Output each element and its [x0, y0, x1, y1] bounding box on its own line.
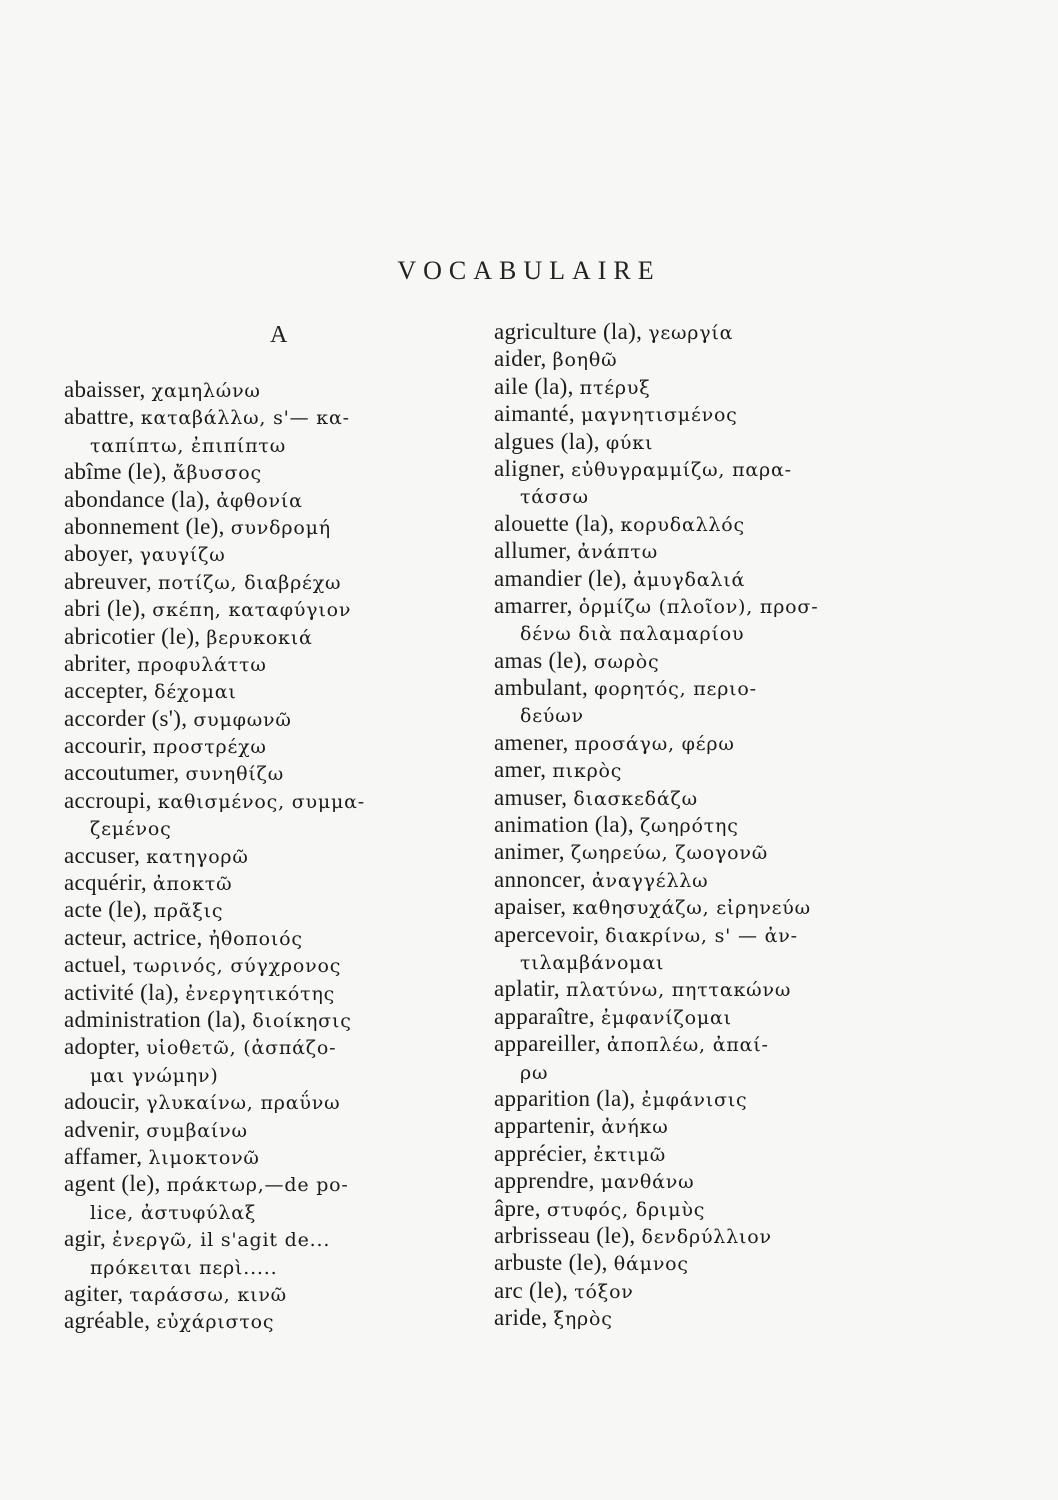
vocabulary-entry: [64, 1225, 474, 1252]
greek-translation: πράκτωρ,—de po-: [166, 1174, 349, 1197]
french-term: amuser,: [494, 784, 574, 810]
vocabulary-entry: [494, 1277, 914, 1304]
vocabulary-entry: [494, 318, 914, 345]
greek-translation: συνηθίζω: [185, 763, 284, 786]
french-term: agir,: [64, 1226, 113, 1252]
french-term: administration (la),: [64, 1006, 253, 1032]
right-column: [494, 318, 914, 1331]
greek-translation: συμβαίνω: [146, 1119, 248, 1142]
vocabulary-entry: [64, 1088, 474, 1115]
french-term: activité (la),: [64, 979, 186, 1005]
greek-translation: δενδρύλλιον: [641, 1225, 772, 1248]
greek-translation: ζωηρότης: [639, 815, 739, 838]
greek-translation: διοίκησις: [252, 1009, 352, 1032]
vocabulary-entry: [64, 705, 474, 732]
vocabulary-entry: [494, 1222, 914, 1249]
vocabulary-entry: [494, 565, 914, 592]
french-term: accoutumer,: [64, 760, 186, 786]
greek-translation: διασκεδάζω: [573, 787, 698, 810]
greek-translation: εὐθυγραμμίζω, παρα-: [571, 458, 792, 481]
vocabulary-entry: [494, 455, 914, 482]
greek-translation: ταπίπτω, ἐπιπίπτω: [90, 434, 287, 457]
french-term: aimanté,: [494, 401, 581, 427]
french-term: acte (le),: [64, 897, 154, 923]
greek-translation: δεύων: [520, 705, 584, 728]
vocabulary-entry: [494, 510, 914, 537]
vocabulary-entry: [494, 537, 914, 564]
french-term: abreuver,: [64, 568, 159, 594]
french-term: aplatir,: [494, 976, 567, 1002]
greek-translation: διακρίνω, s' — ἀν-: [605, 924, 798, 947]
left-entries: [64, 376, 474, 1335]
greek-translation: θάμνος: [613, 1253, 689, 1276]
greek-translation: lice, ἀστυφύλαξ: [90, 1201, 257, 1224]
vocabulary-entry: [494, 400, 914, 427]
french-term: adopter,: [64, 1034, 147, 1060]
french-term: acquérir,: [64, 870, 153, 896]
entry-continuation: [494, 619, 914, 646]
vocabulary-entry: [494, 866, 914, 893]
vocabulary-entry: [64, 896, 474, 923]
vocabulary-entry: [494, 921, 914, 948]
vocabulary-entry: [64, 979, 474, 1006]
greek-translation: γλυκαίνω, πραΰνω: [146, 1092, 341, 1115]
greek-translation: μαι γνώμην): [90, 1064, 219, 1087]
greek-translation: ζεμένος: [90, 818, 172, 841]
french-term: arbuste (le),: [494, 1250, 614, 1276]
greek-translation: δέχομαι: [154, 681, 237, 704]
french-term: agent (le),: [64, 1171, 167, 1197]
french-term: abricotier (le),: [64, 623, 207, 649]
greek-translation: φύκι: [605, 431, 654, 454]
french-term: agiter,: [64, 1280, 130, 1306]
greek-translation: πτέρυξ: [579, 376, 651, 399]
french-term: abriter,: [64, 650, 138, 676]
vocabulary-entry: [494, 1030, 914, 1057]
french-term: animer,: [494, 839, 571, 865]
entry-continuation: [64, 431, 474, 458]
greek-translation: καθισμένος, συμμα-: [157, 790, 366, 813]
greek-translation: ἐνεργῶ, il s'agit de...: [112, 1229, 331, 1252]
greek-translation: κατηγορῶ: [146, 845, 249, 868]
greek-translation: πικρὸς: [552, 760, 623, 783]
greek-translation: ἀφθονία: [216, 489, 303, 512]
vocabulary-entry: [64, 650, 474, 677]
french-term: âpre,: [494, 1195, 547, 1221]
greek-translation: τωρινός, σύγχρονος: [132, 955, 342, 978]
greek-translation: υἱοθετῶ, (ἀσπάζο-: [146, 1037, 337, 1060]
vocabulary-entry: [494, 1195, 914, 1222]
vocabulary-entry: [494, 975, 914, 1002]
french-term: abondance (la),: [64, 486, 217, 512]
greek-translation: ἐμφανίζομαι: [601, 1006, 732, 1029]
french-term: aider,: [494, 346, 553, 372]
french-term: aile (la),: [494, 373, 580, 399]
vocabulary-entry: [64, 732, 474, 759]
french-term: actuel,: [64, 952, 133, 978]
vocabulary-entry: [64, 1280, 474, 1307]
french-term: apercevoir,: [494, 921, 606, 947]
vocabulary-entry: [494, 1085, 914, 1112]
vocabulary-entry: [494, 1167, 914, 1194]
french-term: apprendre,: [494, 1168, 601, 1194]
french-term: accroupi,: [64, 787, 158, 813]
french-term: arc (le),: [494, 1277, 575, 1303]
french-term: adoucir,: [64, 1089, 147, 1115]
vocabulary-entry: [64, 1143, 474, 1170]
french-term: accourir,: [64, 733, 153, 759]
french-term: accorder (s'),: [64, 705, 194, 731]
greek-translation: μαγνητισμένος: [581, 404, 738, 427]
vocabulary-entry: [494, 1304, 914, 1331]
greek-translation: ζωηρεύω, ζωογονῶ: [570, 842, 769, 865]
vocabulary-entry: [64, 513, 474, 540]
entry-continuation: [494, 948, 914, 975]
french-term: accepter,: [64, 678, 155, 704]
vocabulary-entry: [64, 540, 474, 567]
vocabulary-entry: [64, 623, 474, 650]
greek-translation: πλατύνω, πηττακώνω: [566, 979, 792, 1002]
greek-translation: δένω διὰ παλαμαρίου: [520, 623, 745, 646]
vocabulary-entry: [64, 458, 474, 485]
french-term: amandier (le),: [494, 565, 634, 591]
entry-continuation: [64, 814, 474, 841]
vocabulary-entry: [494, 784, 914, 811]
vocabulary-entry: [494, 1003, 914, 1030]
greek-translation: συμφωνῶ: [193, 708, 292, 731]
greek-translation: σωρὸς: [593, 650, 660, 673]
greek-translation: ξηρὸς: [553, 1308, 613, 1331]
greek-translation: στυφός, δριμὺς: [546, 1198, 706, 1221]
greek-translation: φορητός, περιο-: [594, 678, 757, 701]
french-term: apparition (la),: [494, 1085, 642, 1111]
greek-translation: καταβάλλω, s'— κα-: [140, 407, 350, 430]
vocabulary-entry: [494, 1140, 914, 1167]
vocabulary-entry: [494, 1112, 914, 1139]
greek-translation: κορυδαλλός: [620, 513, 745, 536]
french-term: abonnement (le),: [64, 513, 231, 539]
greek-translation: βοηθῶ: [552, 349, 618, 372]
french-term: agriculture (la),: [494, 319, 649, 344]
greek-translation: ἀμυγδαλιά: [633, 568, 746, 591]
vocabulary-entry: [494, 729, 914, 756]
greek-translation: σκέπη, καταφύγιον: [152, 599, 352, 622]
french-term: algues (la),: [494, 428, 606, 454]
entry-continuation: [64, 1061, 474, 1088]
greek-translation: λιμοκτονῶ: [148, 1146, 260, 1169]
vocabulary-entry: [64, 376, 474, 403]
french-term: affamer,: [64, 1143, 149, 1169]
page-title: VOCABULAIRE: [397, 256, 661, 285]
french-term: alouette (la),: [494, 510, 621, 536]
greek-translation: τόξον: [574, 1280, 634, 1303]
vocabulary-entry: [64, 1116, 474, 1143]
vocabulary-entry: [494, 1249, 914, 1276]
french-term: appareiller,: [494, 1031, 607, 1057]
french-term: allumer,: [494, 538, 578, 564]
greek-translation: ταράσσω, κινῶ: [129, 1283, 287, 1306]
greek-translation: ἀποκτῶ: [152, 873, 233, 896]
greek-translation: ἐκτιμῶ: [593, 1143, 667, 1166]
vocabulary-entry: [64, 951, 474, 978]
greek-translation: ποτίζω, διαβρέχω: [158, 571, 342, 594]
vocabulary-entry: [64, 486, 474, 513]
french-term: acteur, actrice,: [64, 924, 209, 950]
vocabulary-entry: [64, 787, 474, 814]
french-term: apparaître,: [494, 1003, 602, 1029]
vocabulary-entry: [494, 373, 914, 400]
french-term: abattre,: [64, 404, 141, 430]
vocabulary-entry: [494, 647, 914, 674]
entry-continuation: [494, 1058, 914, 1085]
french-term: animation (la),: [494, 812, 640, 838]
greek-translation: συνδρομή: [230, 516, 331, 539]
vocabulary-entry: [64, 595, 474, 622]
vocabulary-entry: [64, 1307, 474, 1334]
greek-translation: γεωργία: [648, 322, 734, 344]
french-term: aride,: [494, 1305, 554, 1331]
greek-translation: ἀνήκω: [601, 1116, 669, 1139]
greek-translation: τάσσω: [520, 486, 589, 509]
french-term: agréable,: [64, 1308, 157, 1334]
greek-translation: πρόκειται περὶ.....: [90, 1256, 278, 1279]
french-term: aboyer,: [64, 541, 140, 567]
vocabulary-entry: [494, 428, 914, 455]
vocabulary-entry: [64, 924, 474, 951]
greek-translation: ἐνεργητικότης: [185, 982, 336, 1005]
vocabulary-entry: [64, 869, 474, 896]
vocabulary-entry: [494, 893, 914, 920]
greek-translation: μανθάνω: [600, 1171, 695, 1194]
vocabulary-entry: [494, 592, 914, 619]
entry-continuation: [64, 1253, 474, 1280]
french-term: amas (le),: [494, 647, 594, 673]
vocabulary-entry: [494, 838, 914, 865]
french-term: abri (le),: [64, 596, 153, 622]
french-term: abaisser,: [64, 377, 152, 402]
vocabulary-entry: [494, 674, 914, 701]
vocabulary-entry: [64, 677, 474, 704]
french-term: amer,: [494, 757, 553, 783]
greek-translation: ἀποπλέω, ἀπαί-: [606, 1034, 769, 1057]
entry-continuation: [494, 701, 914, 728]
french-term: arbrisseau (le),: [494, 1222, 642, 1248]
greek-translation: βερυκοκιά: [206, 626, 313, 649]
vocabulary-entry: [64, 759, 474, 786]
entry-continuation: [494, 482, 914, 509]
french-term: abîme (le),: [64, 459, 173, 485]
greek-translation: προφυλάττω: [137, 653, 267, 676]
french-term: ambulant,: [494, 675, 595, 701]
french-term: advenir,: [64, 1116, 147, 1142]
right-entries: [494, 318, 914, 1331]
greek-translation: γαυγίζω: [139, 544, 226, 567]
french-term: appartenir,: [494, 1113, 602, 1139]
greek-translation: προσάγω, φέρω: [574, 732, 735, 755]
left-column: [64, 318, 474, 1335]
vocabulary-entry: [64, 403, 474, 430]
french-term: amarrer,: [494, 592, 579, 618]
french-term: aligner,: [494, 455, 572, 481]
greek-translation: ἀναγγέλλω: [591, 869, 709, 892]
entry-continuation: [64, 1198, 474, 1225]
greek-translation: ἄβυσσος: [172, 462, 262, 485]
greek-translation: πρᾶξις: [153, 900, 224, 923]
greek-translation: ἠθοποιός: [208, 927, 303, 950]
french-term: apaiser,: [494, 894, 573, 920]
vocabulary-entry: [64, 842, 474, 869]
greek-translation: ρω: [520, 1061, 549, 1084]
vocabulary-entry: [64, 568, 474, 595]
greek-translation: προστρέχω: [152, 736, 267, 759]
vocabulary-entry: [64, 1033, 474, 1060]
greek-translation: ὁρμίζω (πλοῖον), προσ-: [578, 595, 819, 618]
greek-translation: χαμηλώνω: [151, 380, 261, 402]
greek-translation: τιλαμβάνομαι: [520, 951, 665, 974]
french-term: apprécier,: [494, 1140, 594, 1166]
french-term: accuser,: [64, 842, 147, 868]
greek-translation: ἀνάπτω: [577, 541, 659, 564]
greek-translation: εὐχάριστος: [156, 1311, 275, 1334]
french-term: annoncer,: [494, 866, 592, 892]
vocabulary-entry: [64, 1006, 474, 1033]
greek-translation: καθησυχάζω, εἰρηνεύω: [572, 897, 811, 920]
french-term: amener,: [494, 729, 575, 755]
vocabulary-entry: [494, 345, 914, 372]
greek-translation: ἐμφάνισις: [641, 1088, 748, 1111]
vocabulary-entry: [64, 1170, 474, 1197]
section-letter: A: [270, 322, 288, 348]
vocabulary-entry: [494, 756, 914, 783]
vocabulary-entry: [494, 811, 914, 838]
